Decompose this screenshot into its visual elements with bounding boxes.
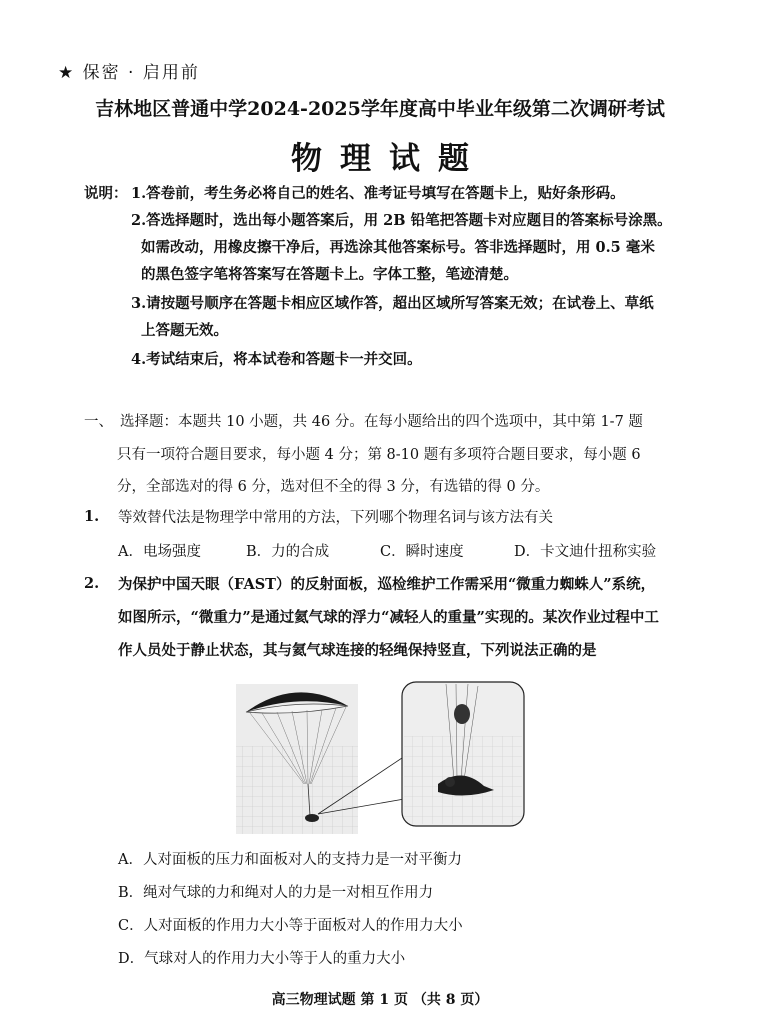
instruction-4: 4.考试结束后，将本试卷和答题卡一并交回。: [131, 351, 422, 368]
question-1-number: 1.: [84, 508, 100, 525]
worker-inset-photo: [402, 682, 524, 826]
section-number: 一、: [84, 414, 113, 430]
q1-option-c: C．瞬时速度: [380, 544, 464, 560]
exam-title: 吉林地区普通中学2024-2025学年度高中毕业年级第二次调研考试: [95, 98, 665, 120]
question-2-stem-line3: 作人员处于静止状态，其与氦气球连接的轻绳保持竖直，下列说法正确的是: [118, 642, 597, 659]
instruction-3-line2: 上答题无效。: [141, 322, 228, 339]
q2-option-a: A．人对面板的压力和面板对人的支持力是一对平衡力: [118, 852, 462, 868]
section-desc-line2: 只有一项符合题目要求，每小题 4 分；第 8-10 题有多项符合题目要求，每小题 6: [117, 447, 641, 463]
confidential-mark: ★ 保密 · 启用前: [58, 63, 200, 83]
question-2-stem-line2: 如图所示，“微重力”是通过氦气球的浮力“减轻人的重量”实现的。某次作业过程中工: [118, 609, 659, 626]
q2-option-d: D．气球对人的作用力大小等于人的重力大小: [118, 951, 406, 967]
instruction-2-line2: 如需改动，用橡皮擦干净后，再选涂其他答案标号。答非选择题时，用 0.5 毫米: [141, 239, 655, 256]
q2-option-c: C．人对面板的作用力大小等于面板对人的作用力大小: [118, 918, 463, 934]
instruction-2-line3: 的黑色签字笔将答案写在答题卡上。字体工整，笔迹清楚。: [141, 266, 518, 283]
instructions-label: 说明：: [84, 185, 128, 202]
page-footer: 高三物理试题 第 1 页 （共 8 页）: [271, 992, 489, 1008]
q1-option-b: B．力的合成: [246, 544, 330, 560]
instruction-2-line1: 2.答选择题时，选出每小题答案后，用 2B 铅笔把答题卡对应题目的答案标号涂黑。: [131, 212, 672, 229]
fast-balloon-photo: [232, 676, 532, 836]
balloon-photo-left: [236, 684, 358, 834]
section-desc-line3: 分，全部选对的得 6 分，选对但不全的得 3 分，有选错的得 0 分。: [117, 479, 550, 495]
question-2-number: 2.: [84, 575, 100, 592]
section-desc-line1: 选择题：本题共 10 小题，共 46 分。在每小题给出的四个选项中，其中第 1-7 题: [120, 414, 643, 430]
question-2-stem-line1: 为保护中国天眼（FAST）的反射面板，巡检维护工作需采用“微重力蜘蛛人”系统，: [118, 576, 656, 593]
q1-option-a: A．电场强度: [118, 544, 201, 560]
q2-option-b: B．绳对气球的力和绳对人的力是一对相互作用力: [118, 885, 434, 901]
instruction-1: 1.答卷前，考生务必将自己的姓名、准考证号填写在答题卡上，贴好条形码。: [131, 185, 625, 202]
instruction-3-line1: 3.请按题号顺序在答题卡相应区域作答，超出区域所写答案无效；在试卷上、草纸: [131, 295, 654, 312]
subject-title: 物理试题: [291, 141, 487, 177]
question-1-stem: 等效替代法是物理学中常用的方法，下列哪个物理名词与该方法有关: [118, 510, 553, 526]
q1-option-d: D．卡文迪什扭称实验: [514, 544, 657, 560]
